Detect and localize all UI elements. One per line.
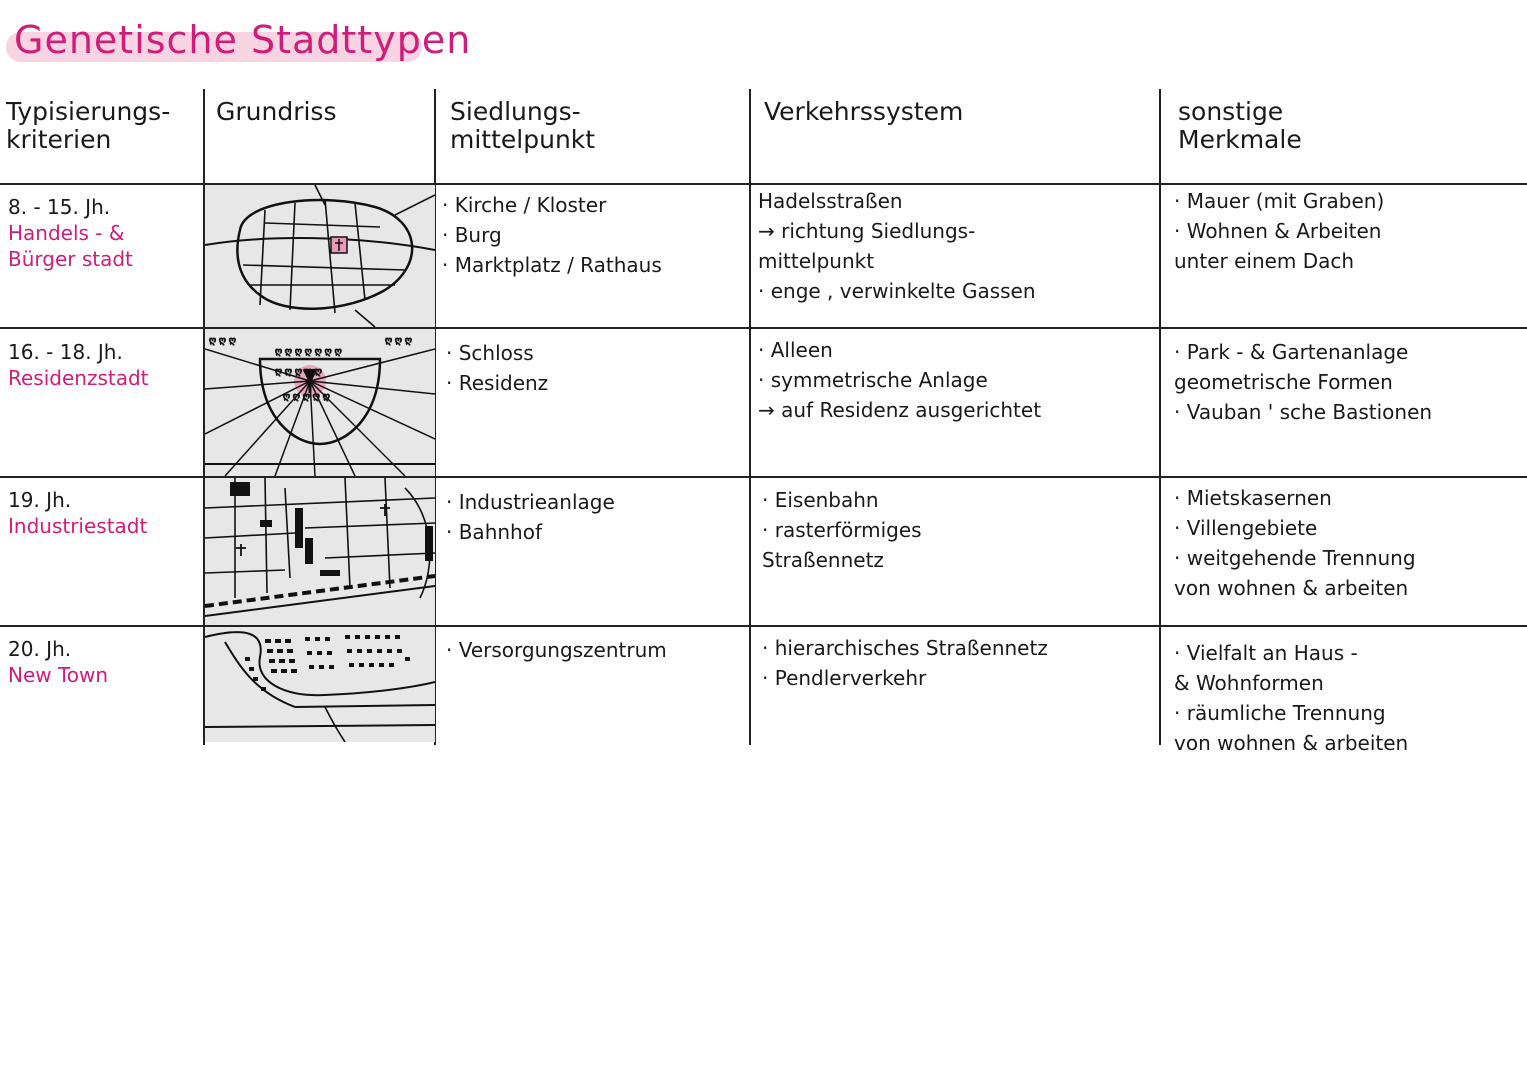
city-type: Industriestadt bbox=[8, 514, 148, 538]
traffic-cell bbox=[758, 186, 1036, 306]
list-item: · Versorgungszentrum bbox=[446, 638, 667, 662]
list-item: · symmetrische Anlage bbox=[758, 368, 988, 392]
header-traffic: Verkehrssystem bbox=[764, 97, 964, 126]
other-cell bbox=[1174, 337, 1432, 427]
traffic-cell bbox=[762, 633, 1048, 693]
list-item: · hierarchisches Straßennetz bbox=[762, 636, 1048, 660]
list-item: · Kirche / Kloster bbox=[442, 193, 607, 217]
list-item: · Pendlerverkehr bbox=[762, 666, 927, 690]
traffic-cell bbox=[758, 335, 1041, 425]
list-item: · Marktplatz / Rathaus bbox=[442, 253, 662, 277]
row-label bbox=[8, 487, 147, 539]
list-item: · Villengebiete bbox=[1174, 516, 1318, 540]
svg-text:ღ ღ ღ ღ ღ: ღ ღ ღ ღ ღ bbox=[275, 367, 322, 377]
column-divider bbox=[1159, 89, 1161, 745]
list-item: · räumliche Trennung von wohnen & arbeiten bbox=[1174, 701, 1409, 755]
column-divider bbox=[749, 89, 751, 745]
row-label bbox=[8, 194, 133, 272]
svg-text:ღ ღ ღ ღ ღ ღ ღ: ღ ღ ღ ღ ღ ღ ღ bbox=[275, 347, 342, 357]
city-plan-industrial bbox=[205, 478, 435, 625]
list-item: Hadelsstraßen bbox=[758, 189, 903, 213]
traffic-cell bbox=[762, 485, 922, 575]
center-cell bbox=[446, 487, 615, 547]
list-item: · weitgehende Trennung von wohnen & arbeiten bbox=[1174, 546, 1416, 600]
row-label bbox=[8, 636, 108, 688]
era-date: 8. - 15. Jh. bbox=[8, 195, 111, 219]
svg-text:ღ ღ ღ: ღ ღ ღ bbox=[209, 336, 236, 346]
header-criteria: Typisierungs- kriterien bbox=[6, 97, 171, 154]
center-cell bbox=[446, 338, 548, 398]
list-item: · Park - & Gartenanlage geometrische Formen bbox=[1174, 340, 1409, 394]
other-cell bbox=[1174, 483, 1416, 603]
header-center: Siedlungs- mittelpunkt bbox=[450, 97, 596, 154]
list-item: · rasterförmiges Straßennetz bbox=[762, 518, 922, 572]
list-item: · Schloss bbox=[446, 341, 534, 365]
city-plan-new-town bbox=[205, 627, 435, 742]
list-item: · Mauer (mit Graben) bbox=[1174, 189, 1385, 213]
svg-text:ღ ღ ღ ღ ღ: ღ ღ ღ ღ ღ bbox=[283, 392, 330, 402]
header-plan: Grundriss bbox=[216, 97, 337, 126]
other-cell bbox=[1174, 186, 1384, 276]
list-item: · Wohnen & Arbeiten unter einem Dach bbox=[1174, 219, 1382, 273]
list-item: → auf Residenz ausgerichtet bbox=[758, 398, 1042, 422]
list-item: → richtung Siedlungs- mittelpunkt bbox=[758, 219, 976, 273]
era-date: 20. Jh. bbox=[8, 637, 72, 661]
list-item: · Industrieanlage bbox=[446, 490, 615, 514]
list-item: · Residenz bbox=[446, 371, 549, 395]
center-cell bbox=[442, 190, 662, 280]
header-other: sonstige Merkmale bbox=[1178, 97, 1302, 154]
city-type: New Town bbox=[8, 663, 109, 687]
list-item: · Alleen bbox=[758, 338, 833, 362]
title-block bbox=[6, 18, 471, 62]
other-cell bbox=[1174, 638, 1408, 758]
city-plan-residence bbox=[205, 329, 435, 476]
list-item: · Vielfalt an Haus - & Wohnformen bbox=[1174, 641, 1358, 695]
era-date: 16. - 18. Jh. bbox=[8, 340, 123, 364]
row-label bbox=[8, 339, 149, 391]
list-item: · Vauban ' sche Bastionen bbox=[1174, 400, 1433, 424]
center-cell bbox=[446, 635, 667, 665]
list-item: · enge , verwinkelte Gassen bbox=[758, 279, 1036, 303]
list-item: · Eisenbahn bbox=[762, 488, 879, 512]
list-item: · Bahnhof bbox=[446, 520, 542, 544]
city-type: Handels - & Bürger stadt bbox=[8, 221, 133, 271]
list-item: · Mietskasernen bbox=[1174, 486, 1332, 510]
page-title: Genetische Stadttypen bbox=[14, 18, 472, 62]
era-date: 19. Jh. bbox=[8, 488, 72, 512]
city-type: Residenzstadt bbox=[8, 366, 149, 390]
list-item: · Burg bbox=[442, 223, 502, 247]
city-plan-medieval bbox=[205, 185, 435, 327]
svg-text:ღ ღ ღ: ღ ღ ღ bbox=[385, 336, 412, 346]
